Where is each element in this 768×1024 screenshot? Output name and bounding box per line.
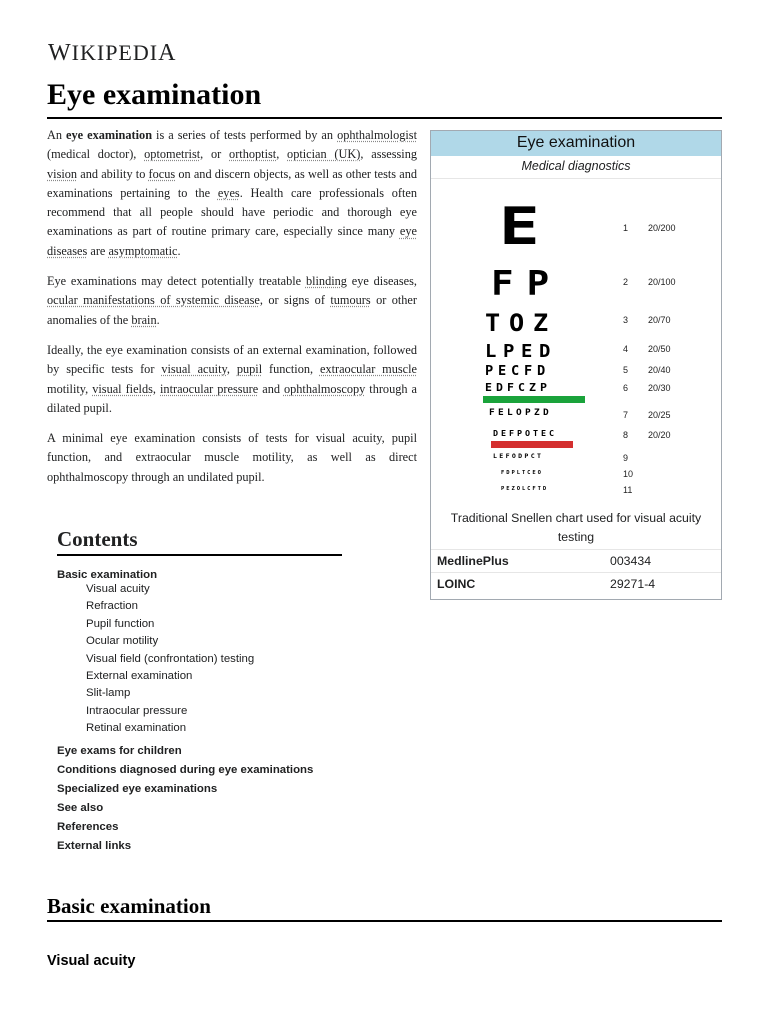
chart-letters-line: PEZOLCFTD <box>501 486 549 492</box>
chart-line-number: 4 <box>623 344 629 354</box>
infobox-subtitle: Medical diagnostics <box>431 156 721 179</box>
link-asymptomatic[interactable]: asymptomatic <box>108 243 178 258</box>
chart-acuity-label: 20/50 <box>648 344 671 354</box>
toc-link[interactable]: See also <box>57 801 104 814</box>
chart-line-number: 7 <box>623 410 629 420</box>
text: eye diseases, <box>346 274 417 289</box>
link-eyes[interactable]: eyes <box>217 185 240 200</box>
toc-item[interactable] <box>57 821 342 833</box>
link-brain[interactable]: brain <box>131 312 157 327</box>
text: (medical doctor), <box>47 147 145 162</box>
article-intro <box>47 126 417 498</box>
link-optometrist[interactable]: optometrist <box>144 147 201 162</box>
link-orthoptist[interactable]: orthoptist <box>229 147 277 162</box>
chart-green-bar <box>483 396 585 403</box>
link-extraocular-muscle[interactable]: extraocular muscle <box>319 362 418 377</box>
chart-acuity-label: 20/100 <box>648 277 676 287</box>
chart-letters-line: LPED <box>485 341 557 362</box>
text: and ability to <box>77 166 149 181</box>
text: , <box>226 362 237 377</box>
toc-subitem[interactable]: Retinal examination <box>86 722 187 735</box>
link-tumours[interactable]: tumours <box>330 293 371 308</box>
text: function, <box>262 362 320 377</box>
subsection-heading-visual-acuity: Visual acuity <box>47 953 136 969</box>
toc-item[interactable] <box>57 745 342 757</box>
chart-acuity-label: 20/70 <box>648 315 671 325</box>
link-focus[interactable]: focus <box>148 166 176 181</box>
toc-list <box>57 569 342 852</box>
chart-letters-line: E <box>499 197 564 257</box>
infobox-row-medlineplus <box>431 549 721 572</box>
toc-item[interactable] <box>57 764 342 776</box>
link-pupil[interactable]: pupil <box>236 362 263 377</box>
chart-letters-line: TOZ <box>485 309 557 337</box>
text: , or signs of <box>259 293 331 308</box>
text: motility, <box>47 381 93 396</box>
chart-letters-line: LEFODPCT <box>493 453 544 460</box>
toc-subitem[interactable]: Visual acuity <box>86 583 150 595</box>
text: , or <box>200 147 230 162</box>
link-ophthalmoscopy[interactable]: ophthalmoscopy <box>283 381 366 396</box>
text: through a dilated pupil. <box>47 381 417 415</box>
toc-link[interactable]: Eye exams for children <box>57 744 182 757</box>
toc-link[interactable]: References <box>57 820 119 833</box>
row-value[interactable]: 003434 <box>610 554 652 568</box>
toc-subitem[interactable]: Refraction <box>86 600 138 613</box>
chart-letters-line: FP <box>491 264 563 304</box>
text: on and discern objects, as well as other tests and examinations pertaining to the <box>47 166 417 200</box>
chart-line-number: 8 <box>623 430 629 440</box>
text: , assessing <box>360 147 418 162</box>
chart-acuity-label: 20/25 <box>648 410 671 420</box>
row-label[interactable]: MedlinePlus <box>437 554 509 568</box>
toc-link[interactable]: Specialized eye examinations <box>57 782 218 795</box>
text: . <box>177 243 181 258</box>
infobox-title: Eye examination <box>431 131 721 156</box>
chart-letters-line: PECFD <box>485 364 550 379</box>
toc-link[interactable]: Conditions diagnosed during eye examinations <box>57 763 314 776</box>
link-optician[interactable]: optician (UK) <box>287 147 361 162</box>
toc-link[interactable]: External links <box>57 839 132 852</box>
link-visual-acuity[interactable]: visual acuity <box>161 362 227 377</box>
text: or other anomalies of the <box>47 293 417 327</box>
link-vision[interactable]: vision <box>47 166 78 181</box>
toc-sublist <box>57 581 342 738</box>
toc-subitem[interactable]: Ocular motility <box>86 635 159 648</box>
table-of-contents <box>57 527 342 852</box>
text: An <box>47 128 67 142</box>
section-divider <box>47 920 722 922</box>
chart-line-number: 2 <box>623 277 629 287</box>
link-visual-fields[interactable]: visual fields <box>92 381 153 396</box>
link-ocular-manifestations[interactable]: ocular manifestations of systemic disease <box>47 293 260 308</box>
page-title: Eye examination <box>47 78 262 111</box>
title-divider <box>47 117 722 119</box>
row-label[interactable]: LOINC <box>437 577 476 591</box>
toc-item[interactable] <box>57 569 342 738</box>
toc-subitem[interactable]: Slit-lamp <box>86 687 131 700</box>
toc-subitem[interactable]: External examination <box>86 670 193 683</box>
text: . <box>156 312 160 327</box>
toc-subitem[interactable]: Intraocular pressure <box>86 704 188 717</box>
chart-letters-line: EDFCZP <box>485 381 551 394</box>
text: Ideally, the eye examination consists of an external examination, followed by specific tests for <box>47 342 417 377</box>
toc-item[interactable] <box>57 840 342 852</box>
text: , <box>152 381 160 396</box>
bold-term: eye examination <box>66 128 153 142</box>
toc-subitem[interactable]: Visual field (confrontation) testing <box>86 652 255 665</box>
chart-line-number: 10 <box>623 469 634 479</box>
infobox <box>430 130 722 600</box>
infobox-caption: Traditional Snellen chart used for visual acuity testing <box>450 511 702 544</box>
intro-paragraph-3 <box>47 341 417 418</box>
chart-line-number: 9 <box>623 453 629 463</box>
text: are <box>87 243 109 258</box>
intro-paragraph-2 <box>47 272 417 330</box>
chart-line-number: 6 <box>623 383 629 393</box>
chart-acuity-label: 20/200 <box>648 223 676 233</box>
toc-link[interactable]: Basic examination <box>57 569 158 581</box>
chart-line-number: 1 <box>623 223 629 233</box>
text: and <box>258 381 284 396</box>
toc-item[interactable] <box>57 783 342 795</box>
chart-letters-line: FELOPZD <box>489 408 552 418</box>
toc-title: Contents <box>57 527 342 556</box>
chart-line-number: 5 <box>623 365 629 375</box>
infobox-row-loinc <box>431 572 721 595</box>
chart-line-number: 3 <box>623 315 629 325</box>
section-heading-basic-examination: Basic examination <box>47 894 211 918</box>
toc-subitem[interactable]: Pupil function <box>86 617 155 630</box>
text: Eye examinations may detect potentially treatable <box>47 274 306 289</box>
text: . Health care professionals often recommend that all people should have periodic and thorough eye examinations as part of routine primary care, especially since many <box>47 185 417 239</box>
link-eye-diseases[interactable]: eye diseases <box>47 224 417 258</box>
chart-red-bar <box>491 441 573 448</box>
chart-letters-line: FDPLTCEO <box>501 470 543 476</box>
text: , <box>276 147 288 162</box>
row-value[interactable]: 29271-4 <box>610 577 656 591</box>
link-ophthalmologist[interactable]: ophthalmologist <box>337 128 417 142</box>
toc-item[interactable] <box>57 802 342 814</box>
chart-acuity-label: 20/20 <box>648 430 671 440</box>
intro-paragraph-1 <box>47 126 417 261</box>
chart-line-number: 11 <box>623 485 633 495</box>
wikipedia-logo[interactable]: WIKIPEDIA <box>48 40 177 66</box>
text: is a series of tests performed by an <box>152 128 338 142</box>
chart-letters-line: DEFPOTEC <box>493 429 557 438</box>
link-intraocular-pressure[interactable]: intraocular pressure <box>160 381 259 396</box>
link-blinding[interactable]: blinding <box>305 274 347 289</box>
chart-acuity-label: 20/40 <box>648 365 671 375</box>
snellen-chart-image[interactable] <box>431 179 721 509</box>
chart-acuity-label: 20/30 <box>648 383 671 393</box>
intro-paragraph-4: A minimal eye examination consists of tests for visual acuity, pupil function, and extraocular muscle motility, as well as direct ophthalmoscopy through an undilated pupil. <box>47 431 417 484</box>
